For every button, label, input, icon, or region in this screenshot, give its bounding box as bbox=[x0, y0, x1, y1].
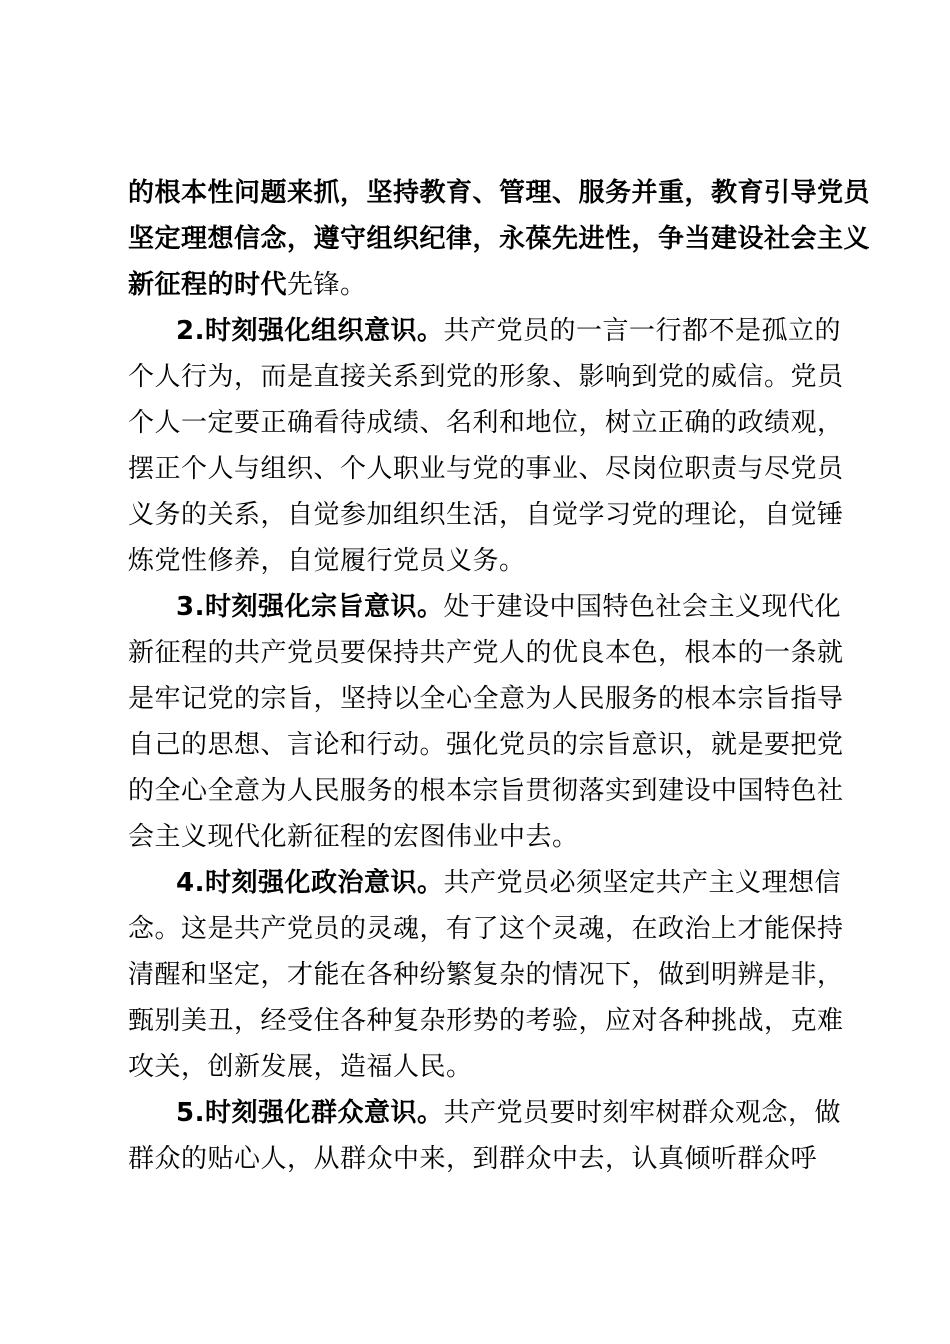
bold-text: 坚定理想信念，遵守组织纪律，永葆先进性，争当建设社会主义 bbox=[128, 224, 871, 254]
body-text: 先锋。 bbox=[287, 270, 367, 300]
paragraph-heading-line bbox=[176, 315, 841, 347]
text-line bbox=[128, 775, 844, 807]
body-text: 共产党员必须坚定共产主义理想信 bbox=[443, 868, 841, 898]
text-line bbox=[128, 1005, 844, 1037]
text-line bbox=[128, 821, 579, 853]
text-line bbox=[128, 1143, 817, 1175]
text-line bbox=[128, 1051, 473, 1083]
text-line bbox=[128, 177, 870, 209]
body-text: 摆正个人与组织、个人职业与党的事业、尽岗位职责与尽党员 bbox=[128, 454, 844, 484]
body-text: 处于建设中国特色社会主义现代化 bbox=[443, 592, 841, 622]
body-text: 共产党员的一言一行都不是孤立的 bbox=[443, 316, 841, 346]
text-line bbox=[128, 499, 844, 531]
body-text: 共产党员要时刻牢树群众观念，做 bbox=[443, 1098, 841, 1128]
bold-text: 的根本性问题来抓，坚持教育、管理、服务并重，教育引导党员 bbox=[128, 178, 871, 208]
body-text: 个人一定要正确看待成绩、名利和地位，树立正确的政绩观， bbox=[128, 408, 844, 438]
paragraph-heading: 2.时刻强化组织意识。 bbox=[176, 316, 444, 346]
paragraph-heading: 5.时刻强化群众意识。 bbox=[176, 1098, 444, 1128]
body-text: 念。这是共产党员的灵魂，有了这个灵魂，在政治上才能保持 bbox=[128, 914, 844, 944]
text-line bbox=[128, 269, 367, 301]
paragraph-heading-line bbox=[176, 867, 841, 899]
body-text: 自己的思想、言论和行动。强化党员的宗旨意识，就是要把党 bbox=[128, 730, 844, 760]
text-line bbox=[128, 637, 844, 669]
text-line bbox=[128, 545, 526, 577]
text-line bbox=[128, 453, 844, 485]
body-text: 甄别美丑，经受住各种复杂形势的考验，应对各种挑战，克难 bbox=[128, 1006, 844, 1036]
paragraph-heading-line bbox=[176, 591, 841, 623]
bold-text: 新征程的时代 bbox=[128, 270, 288, 300]
text-line bbox=[128, 223, 870, 255]
paragraph-heading: 4.时刻强化政治意识。 bbox=[176, 868, 444, 898]
text-line bbox=[128, 407, 844, 439]
body-text: 的全心全意为人民服务的根本宗旨贯彻落实到建设中国特色社 bbox=[128, 776, 844, 806]
body-text: 新征程的共产党员要保持共产党人的优良本色，根本的一条就 bbox=[128, 638, 844, 668]
body-text: 清醒和坚定，才能在各种纷繁复杂的情况下，做到明辨是非， bbox=[128, 960, 844, 990]
text-line bbox=[128, 361, 844, 393]
body-text: 会主义现代化新征程的宏图伟业中去。 bbox=[128, 822, 579, 852]
paragraph-heading-line bbox=[176, 1097, 841, 1129]
body-text: 攻关，创新发展，造福人民。 bbox=[128, 1052, 473, 1082]
text-line bbox=[128, 959, 844, 991]
text-line bbox=[128, 913, 844, 945]
body-text: 义务的关系，自觉参加组织生活，自觉学习党的理论，自觉锤 bbox=[128, 500, 844, 530]
body-text: 是牢记党的宗旨，坚持以全心全意为人民服务的根本宗旨指导 bbox=[128, 684, 844, 714]
paragraph-heading: 3.时刻强化宗旨意识。 bbox=[176, 592, 444, 622]
text-line bbox=[128, 683, 844, 715]
body-text: 群众的贴心人，从群众中来，到群众中去，认真倾听群众呼 bbox=[128, 1144, 818, 1174]
body-text: 炼党性修养，自觉履行党员义务。 bbox=[128, 546, 526, 576]
text-line bbox=[128, 729, 844, 761]
body-text: 个人行为，而是直接关系到党的形象、影响到党的威信。党员 bbox=[128, 362, 844, 392]
